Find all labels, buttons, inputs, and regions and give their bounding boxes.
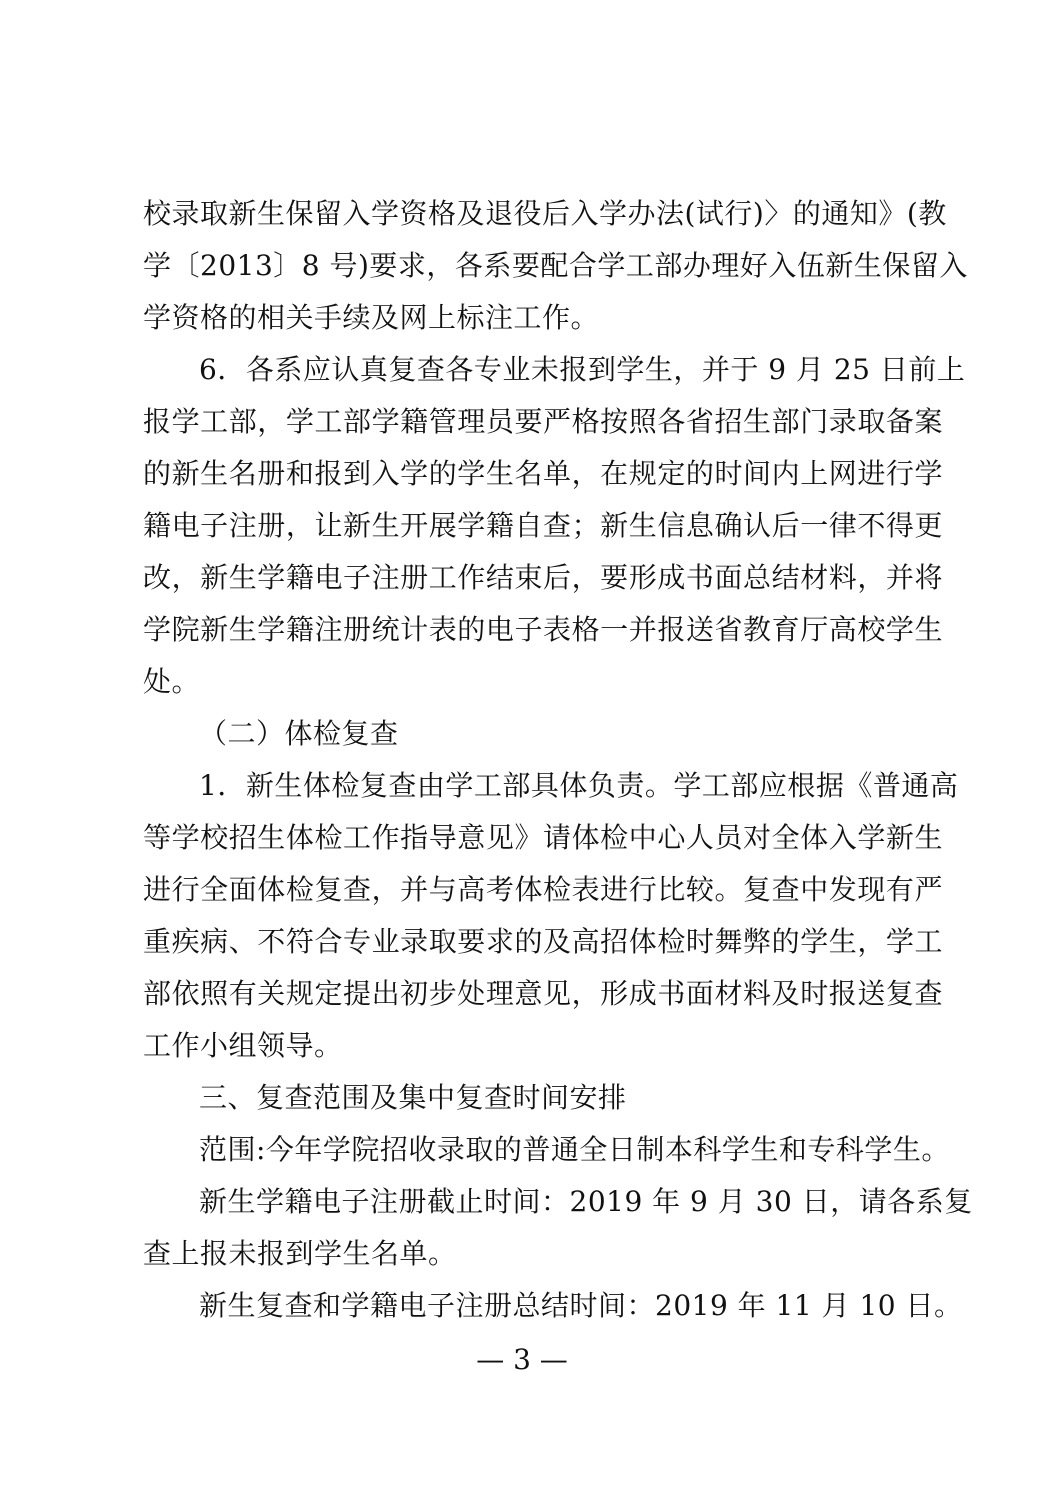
text-line: 新生学籍电子注册截止时间：2019 年 9 月 30 日，请各系复 <box>199 1185 973 1218</box>
paragraph-exam-item-1 <box>143 760 959 1072</box>
document-body <box>143 188 973 1332</box>
text-line: 部依照有关规定提出初步处理意见，形成书面材料及时报送复查 <box>143 977 943 1010</box>
text-line: 籍电子注册，让新生开展学籍自查；新生信息确认后一律不得更 <box>143 509 943 542</box>
paragraph-scope <box>143 1124 950 1176</box>
page-number: — 3 — <box>476 1343 568 1376</box>
section-heading-physical-exam <box>143 708 943 760</box>
text-line: 工作小组领导。 <box>143 1029 343 1062</box>
text-line: 处。 <box>143 665 201 698</box>
text-line: 6．各系应认真复查各专业未报到学生，并于 9 月 25 日前上 <box>199 353 966 386</box>
text-line: 三、复查范围及集中复查时间安排 <box>199 1081 627 1114</box>
paragraph-summary-date <box>143 1280 963 1332</box>
text-line: 改，新生学籍电子注册工作结束后，要形成书面总结材料，并将 <box>143 561 943 594</box>
text-line: 新生复查和学籍电子注册总结时间：2019 年 11 月 10 日。 <box>199 1289 963 1322</box>
text-line: 校录取新生保留入学资格及退役后入学办法(试行)〉的通知》(教 <box>143 197 947 230</box>
text-line: （二）体检复查 <box>199 717 399 750</box>
text-line: 范围:今年学院招收录取的普通全日制本科学生和专科学生。 <box>199 1133 950 1166</box>
text-line: 学院新生学籍注册统计表的电子表格一并报送省教育厅高校学生 <box>143 613 943 646</box>
text-line: 1．新生体检复查由学工部具体负责。学工部应根据《普通高 <box>199 769 959 802</box>
text-line: 的新生名册和报到入学的学生名单，在规定的时间内上网进行学 <box>143 457 943 490</box>
text-line: 学〔2013〕8 号)要求，各系要配合学工部办理好入伍新生保留入 <box>143 249 968 282</box>
paragraph-registration-deadline <box>143 1176 973 1280</box>
text-line: 进行全面体检复查，并与高考体检表进行比较。复查中发现有严 <box>143 873 943 906</box>
text-line: 重疾病、不符合专业录取要求的及高招体检时舞弊的学生，学工 <box>143 925 943 958</box>
text-line: 报学工部，学工部学籍管理员要严格按照各省招生部门录取备案 <box>143 405 943 438</box>
section-heading-scope-schedule <box>143 1072 943 1124</box>
text-line: 学资格的相关手续及网上标注工作。 <box>143 301 600 334</box>
text-line: 查上报未报到学生名单。 <box>143 1237 457 1270</box>
paragraph-item-6 <box>143 344 966 708</box>
text-line: 等学校招生体检工作指导意见》请体检中心人员对全体入学新生 <box>143 821 943 854</box>
paragraph-admission-retention <box>143 188 968 344</box>
